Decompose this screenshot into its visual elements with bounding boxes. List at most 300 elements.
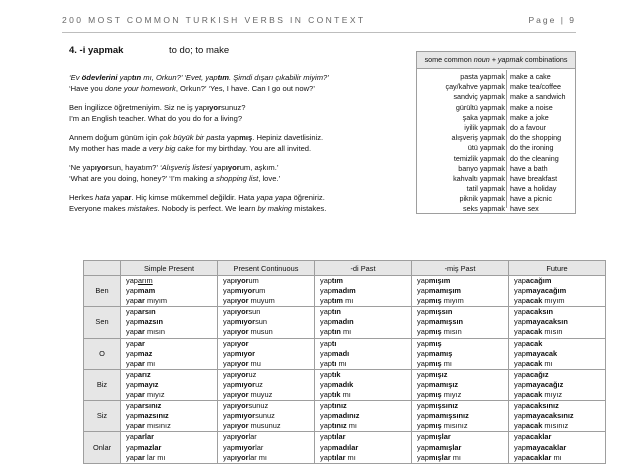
form-segment: mı [542, 358, 553, 368]
form-segment: madık [331, 379, 354, 389]
form-segment: yap [514, 286, 526, 296]
form-segment: yap [223, 327, 235, 337]
pronoun-cell: Ben [84, 276, 121, 307]
conjugation-form [514, 317, 605, 327]
form-segment: yap [320, 327, 332, 337]
sentence-fragment: ıyor [94, 163, 109, 172]
form-segment: yap [223, 338, 235, 348]
combination-turkish: alışveriş yapmak [451, 133, 505, 143]
conjugation-form [126, 432, 217, 442]
sentence-fragment: Everyone makes [69, 204, 128, 213]
form-segment: yap [320, 296, 332, 306]
form-segment: mış [428, 421, 442, 431]
form-segment: yap [417, 327, 429, 337]
form-segment: tık [331, 390, 341, 400]
table-row [84, 307, 606, 338]
combination-english: make a cake [510, 72, 551, 81]
conjugation-cell [218, 369, 315, 400]
form-segment: yap [126, 390, 138, 400]
form-segment: mı [450, 452, 461, 462]
conjugation-form [320, 327, 411, 337]
conjugation-cell [218, 307, 315, 338]
conjugation-form [417, 359, 508, 369]
form-segment: ıyor [234, 276, 249, 285]
conjugation-cell [509, 338, 606, 369]
conjugation-form [514, 453, 605, 463]
conjugation-form [417, 432, 508, 442]
sentence-fragment: sun, hayatım?’ [108, 163, 160, 172]
conjugation-form [126, 349, 217, 359]
form-segment: mısınız [542, 421, 569, 431]
form-segment: yap [320, 452, 332, 462]
form-segment: yap [514, 411, 526, 421]
form-segment: yap [417, 358, 429, 368]
form-segment: ar [137, 452, 145, 462]
form-segment: yap [320, 411, 332, 421]
combination-row [417, 154, 575, 164]
header-divider [62, 32, 576, 33]
form-segment: arlar [137, 432, 154, 442]
form-segment: yap [223, 411, 235, 421]
page-header [62, 12, 576, 28]
form-segment: mışsınız [428, 401, 459, 411]
sentence-fragment: um, aşkım.’ [239, 163, 279, 172]
conjugation-form [126, 286, 217, 296]
form-segment: acak [525, 358, 543, 368]
sentence-fragment: ar [124, 193, 132, 202]
form-segment: yap [126, 401, 138, 411]
form-segment: mı [144, 358, 156, 368]
form-segment: mıyım [441, 296, 464, 306]
conjugation-form [417, 296, 508, 306]
sentence-fragment: a shopping list [209, 174, 259, 183]
conjugation-cell [315, 338, 412, 369]
combination-english: do the shopping [510, 133, 562, 143]
conjugation-cell [509, 307, 606, 338]
conjugation-form [417, 276, 508, 286]
form-segment: mı [441, 358, 452, 368]
form-segment: sun [248, 307, 261, 317]
form-segment: mamışlar [428, 442, 462, 452]
form-segment: arsınız [137, 401, 162, 411]
form-segment: muyum [248, 296, 275, 306]
form-segment: tı [331, 338, 337, 348]
conjugation-form [223, 286, 314, 296]
form-segment: yap [514, 327, 526, 337]
sentence-fragment: yap [224, 133, 240, 142]
conjugation-form [320, 453, 411, 463]
combination-turkish: iyilik yapmak [464, 122, 505, 132]
form-segment: lar mı [144, 452, 166, 462]
form-segment: mışım [428, 276, 451, 285]
conjugation-form [223, 349, 314, 359]
conjugation-form [320, 390, 411, 400]
conjugation-form [514, 359, 605, 369]
sentence-fragment: My mother has made [69, 144, 143, 153]
form-segment: tınız [331, 421, 347, 431]
turkish-sentence [69, 192, 399, 203]
sentence-fragment: yap [109, 193, 125, 202]
conjugation-form [223, 453, 314, 463]
conjugation-cell [218, 432, 315, 463]
form-segment: yap [417, 452, 429, 462]
conjugation-form [320, 276, 411, 286]
sentence-fragment: Annem doğum günüm için [69, 133, 160, 142]
verb-meaning: to do; to make [169, 45, 230, 56]
form-segment: yap [126, 348, 138, 358]
combination-english: make a sandwich [510, 92, 566, 102]
form-segment: yap [514, 358, 526, 368]
conjugation-form [126, 327, 217, 337]
combinations-box [416, 51, 576, 214]
combination-row [417, 113, 575, 123]
sentence-fragment: tım [217, 73, 229, 82]
table-row [84, 369, 606, 400]
conjugation-form [223, 401, 314, 411]
conjugation-form [126, 421, 217, 431]
form-segment: yap [223, 296, 235, 306]
form-segment: yap [514, 401, 526, 411]
english-translation [69, 203, 399, 214]
form-segment: yap [126, 286, 138, 296]
conjugation-form [126, 307, 217, 317]
form-segment: yap [126, 411, 138, 421]
conjugation-form [223, 359, 314, 369]
form-segment: yap [417, 421, 429, 431]
form-segment: mıyım [542, 296, 565, 306]
sentence-fragment: sunuz? [220, 103, 246, 112]
sentence-fragment: mistakes. [292, 204, 327, 213]
conjugation-cell [412, 432, 509, 463]
sentence-fragment: mış [239, 133, 253, 142]
combination-turkish: piknik yapmak [459, 194, 505, 204]
form-segment: yap [223, 286, 235, 296]
form-segment: yap [126, 369, 138, 379]
form-segment: ar [137, 338, 145, 348]
conjugation-cell [315, 401, 412, 432]
form-segment: yap [514, 338, 526, 348]
conjugation-form [417, 401, 508, 411]
conjugation-cell [121, 307, 218, 338]
form-segment: ıyor [234, 401, 249, 411]
form-segment: yap [417, 348, 429, 358]
example-pair [69, 162, 399, 184]
conjugation-form [223, 276, 314, 286]
form-segment: yap [514, 442, 526, 452]
conjugation-cell [412, 338, 509, 369]
form-segment: yap [320, 348, 332, 358]
form-segment: mıyım [144, 296, 168, 306]
english-translation [69, 143, 399, 154]
form-segment: madın [331, 317, 354, 327]
sentence-fragment: for my birthday. You are all invited. [193, 144, 312, 153]
conjugation-cell [121, 432, 218, 463]
form-segment: yap [514, 307, 526, 317]
form-segment: yap [514, 432, 526, 442]
combination-row [417, 82, 575, 92]
conjugation-cell [509, 401, 606, 432]
form-segment: yap [514, 452, 526, 462]
conjugation-form [126, 401, 217, 411]
conjugation-form [126, 276, 217, 286]
form-segment: yap [514, 421, 526, 431]
combination-turkish: banyo yapmak [458, 163, 505, 173]
form-segment: acak [525, 421, 543, 431]
form-segment: tınız [331, 401, 347, 411]
conjugation-form [417, 307, 508, 317]
conjugation-form [126, 443, 217, 453]
form-segment: mayacaklar [525, 442, 567, 452]
form-segment: tın [331, 327, 341, 337]
form-segment: mı [343, 296, 354, 306]
form-segment: yap [417, 338, 429, 348]
sentence-fragment: . Şimdi dışarı çıkabilir miyim?’ [228, 73, 329, 82]
form-segment: yap [320, 276, 332, 285]
conjugation-cell [509, 369, 606, 400]
form-segment: yap [126, 307, 138, 317]
form-segment: madınız [331, 411, 360, 421]
form-segment: tım [331, 276, 344, 285]
combination-row [417, 184, 575, 194]
combination-english: have breakfast [510, 173, 558, 183]
sentence-fragment: ‘Have you [69, 84, 105, 93]
conjugation-form [320, 421, 411, 431]
form-segment: mışlar [428, 452, 451, 462]
form-segment: yap [223, 358, 235, 368]
conjugation-form [514, 296, 605, 306]
conjugation-form [417, 349, 508, 359]
form-segment: mıyor [234, 348, 256, 358]
form-segment: mazsın [137, 317, 163, 327]
form-segment: yap [417, 432, 429, 442]
form-segment: yap [320, 379, 332, 389]
sentence-fragment: Ben İngilizce öğretmeniyim. Siz ne iş yap [69, 103, 208, 112]
form-segment: mı [346, 421, 357, 431]
combination-row [417, 164, 575, 174]
conjugation-form [126, 339, 217, 349]
form-segment: sun [255, 317, 267, 327]
column-header: Future [509, 261, 606, 276]
form-segment: yap [514, 390, 526, 400]
conjugation-form [126, 390, 217, 400]
english-translation [69, 173, 399, 184]
form-segment: mış [428, 390, 442, 400]
form-segment: mış [428, 338, 442, 348]
conjugation-form [223, 339, 314, 349]
form-segment: mıyız [144, 390, 165, 400]
conjugation-form [223, 317, 314, 327]
conjugation-cell [121, 338, 218, 369]
form-segment: mamışız [428, 379, 459, 389]
conjugation-form [223, 296, 314, 306]
conjugation-form [514, 401, 605, 411]
form-segment: mayacağız [525, 379, 564, 389]
combination-row [417, 123, 575, 133]
combination-row [417, 72, 575, 82]
conjugation-form [320, 317, 411, 327]
sentence-fragment: yap [211, 163, 226, 172]
conjugation-header-row [84, 261, 606, 276]
form-segment: mıyor [234, 317, 256, 327]
turkish-sentence [69, 162, 399, 173]
combination-row [417, 204, 575, 214]
conjugation-form [514, 380, 605, 390]
form-segment: madım [331, 286, 356, 296]
conjugation-form [514, 411, 605, 421]
form-segment: mazsınız [137, 411, 169, 421]
combination-turkish: şaka yapmak [462, 112, 505, 122]
conjugation-form [320, 411, 411, 421]
conjugation-cell [315, 276, 412, 307]
form-segment: mış [428, 296, 442, 306]
conjugation-form [417, 317, 508, 327]
form-segment: yap [417, 411, 429, 421]
form-segment: yap [223, 390, 235, 400]
sentence-fragment: I’m an English teacher. What do you do for a living? [69, 114, 243, 123]
form-segment: yap [126, 432, 138, 442]
conjugation-form [417, 453, 508, 463]
form-segment: yap [126, 421, 138, 431]
form-segment: yap [223, 307, 235, 317]
combination-row [417, 92, 575, 102]
sentence-fragment: tın [131, 73, 142, 82]
form-segment: acaksın [525, 307, 554, 317]
form-segment: yap [320, 421, 332, 431]
form-segment: yap [417, 276, 429, 285]
form-segment: yap [320, 369, 332, 379]
column-header: -di Past [315, 261, 412, 276]
form-segment: mısınız [441, 421, 468, 431]
form-segment: yap [514, 317, 526, 327]
form-segment: mış [428, 358, 442, 368]
form-segment: ıyor [234, 296, 249, 306]
form-segment: yap [320, 390, 332, 400]
form-segment: mamışsınız [428, 411, 469, 421]
combination-turkish: temizlik yapmak [453, 153, 505, 163]
combination-english: have sex [510, 204, 539, 214]
form-segment: yap [417, 307, 429, 317]
form-segment: mısın [144, 327, 166, 337]
sentence-fragment: yap [117, 73, 132, 82]
combinations-title-part: noun + yapmak [473, 55, 524, 64]
conjugation-form [417, 443, 508, 453]
form-segment: mamışım [428, 286, 461, 296]
form-segment: musun [248, 327, 273, 337]
conjugation-cell [121, 401, 218, 432]
form-segment: arım [137, 276, 153, 285]
combinations-title [417, 52, 575, 69]
form-segment: yap [417, 390, 429, 400]
form-segment: ıyor [234, 369, 249, 379]
conjugation-form [320, 401, 411, 411]
pronoun-cell: Onlar [84, 432, 121, 463]
form-segment: sunuz [248, 401, 269, 411]
form-segment: madılar [331, 442, 359, 452]
form-segment: yap [320, 401, 332, 411]
form-segment: muyuz [248, 390, 273, 400]
combination-row [417, 133, 575, 143]
form-segment: yap [417, 317, 429, 327]
form-segment: yap [320, 307, 332, 317]
conjugation-form [320, 296, 411, 306]
example-sentences [69, 72, 399, 222]
form-segment: madı [331, 348, 350, 358]
conjugation-form [126, 380, 217, 390]
form-segment: arız [137, 369, 151, 379]
conjugation-form [320, 286, 411, 296]
page-number: Page | 9 [528, 15, 576, 25]
conjugation-form [514, 339, 605, 349]
form-segment: uz [248, 369, 257, 379]
sentence-fragment: ‘Ev [69, 73, 82, 82]
form-segment: mısınız [144, 421, 171, 431]
conjugation-form [223, 390, 314, 400]
form-segment: mışız [428, 369, 448, 379]
form-segment: yap [417, 379, 429, 389]
form-segment: mısın [441, 327, 462, 337]
form-segment: yap [223, 401, 235, 411]
column-header [84, 261, 121, 276]
english-translation [69, 83, 399, 94]
turkish-sentence [69, 102, 399, 113]
form-segment: yap [514, 379, 526, 389]
form-segment: yap [126, 358, 138, 368]
conjugation-cell [121, 276, 218, 307]
form-segment: acaksınız [525, 401, 559, 411]
combination-row [417, 194, 575, 204]
conjugation-cell [509, 276, 606, 307]
form-segment: yap [126, 338, 138, 348]
form-segment: mıyor [234, 411, 256, 421]
form-segment: sunuz [255, 411, 275, 421]
form-segment: yap [320, 442, 332, 452]
conjugation-form [320, 370, 411, 380]
form-segment: ıyor [234, 338, 249, 348]
table-row [84, 338, 606, 369]
sentence-fragment: . Nobody is perfect. We learn [157, 204, 258, 213]
form-segment: lar mı [248, 452, 267, 462]
combinations-title-part: combinations [523, 55, 568, 64]
combination-english: do the ironing [510, 143, 554, 153]
form-segment: mıyor [234, 286, 256, 296]
conjugation-form [514, 286, 605, 296]
conjugation-form [223, 432, 314, 442]
conjugation-form [514, 421, 605, 431]
form-segment: acak [525, 390, 543, 400]
sentence-fragment: ödevlerini [81, 73, 118, 82]
sentence-fragment: öğreniriz. [291, 193, 325, 202]
english-translation [69, 113, 399, 124]
form-segment: ıyor [234, 432, 249, 442]
form-segment: mı [340, 390, 351, 400]
conjugation-form [223, 411, 314, 421]
form-segment: acaklar [525, 432, 552, 442]
conjugation-cell [218, 338, 315, 369]
form-segment: mamış [428, 348, 453, 358]
form-segment: mayacağım [525, 286, 567, 296]
combination-turkish: sandviç yapmak [453, 92, 505, 102]
conjugation-cell [509, 432, 606, 463]
form-segment: mışsın [428, 307, 453, 317]
form-segment: mayacaksınız [525, 411, 574, 421]
table-row [84, 276, 606, 307]
table-row [84, 401, 606, 432]
form-segment: mamışsın [428, 317, 464, 327]
conjugation-cell [315, 432, 412, 463]
combination-english: make tea/coffee [510, 82, 562, 92]
form-segment: ar [137, 358, 145, 368]
form-segment: acaklar [525, 452, 552, 462]
